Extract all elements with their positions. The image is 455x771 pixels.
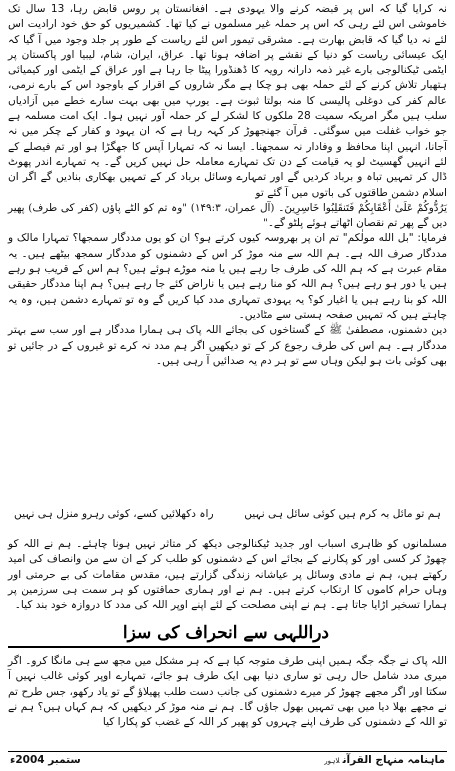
footer-city: لاہور (324, 757, 340, 765)
article-body-middle (8, 537, 447, 613)
magazine-title: ماہنامہ منہاج القرآن (342, 754, 445, 766)
section-heading-block (8, 618, 447, 652)
heading-underline (8, 646, 320, 648)
couplet-line-right: ہم تو مائل بہ کرم ہیں کوئی سائل ہی نہیں (244, 508, 441, 520)
quran-verse-paragraph: يَرُدُّوكُمْ عَلَىٰ أَعْقَابِكُمْ فَتَنقَلِبُوا خَاسِرِينَ۔ (آل عمران، ۱۴۹:۳) "وہ تم کو الٹے پاؤں (کفر کی طرف) پھیر دیں گے پھر تم نقصان اٹھاتے ہوئے پلٹو گے۔" (8, 201, 448, 230)
article-body-bottom (8, 654, 447, 730)
paragraph: نہ کرایا گیا کہ اس پر قبضہ کرنے والا یہودی ہے۔ افغانستان پر روس قابض رہا، 13 سال تک خاموشی اس لئے رہی کہ اس پر حملہ غیر مسلموں نے کیا تھا۔ کشمیریوں کو حق خود ارادیت اس لئے نہ دیا گیا کہ قابض بھارت ہے۔ مشرقی تیمور اس لئے ریاست کے طور پر جلد وجود میں آ گیا کہ ایک عیسائی ریاست کو دنیا کے نقشے پر اضافہ ہونا تھا۔ عراق، ایران، شام، لیبیا اور پاکستان پر ایٹمی ٹیکنالوجی بارے غیر ذمہ دارانہ رویہ کا ڈھنڈورا پیٹا جا رہا ہے اور عراق کے ایٹمی اور کیمیائی ہتھیار تلاش کرنے کے لئے حملہ بھی ہو چکا ہے مگر شاروں کے اقرار کے باوجود اس کے بارے نرمی، عالم کفر کی دوغلی پالیسی کا منہ بولتا ثبوت ہے۔ یورپ میں بھی بہت سارے خطے میں آزادیاں سلب ہیں مگر امریکہ سمیت 28 ملکوں کا لشکر لے کر حملہ آور نہیں ہوا۔ ایک امت مسلمہ ہے جو خواب غفلت میں سوگئی۔ قرآن جھنجھوڑ کر کہہ رہا ہے کہ ان یہود و کفار کے چکر میں نہ آجانا، انہیں اپنا محافظ و وفادار نہ سمجھنا۔ ایسا نہ کہ تمہارا آپس کا جھگڑا ہو اور تم فیصلے کے لئے انہیں گھسیٹ لو یہ قیامت کے دن تک تمہارے معاملہ حل نہیں کریں گے۔ یہ تمہارے اندر پھوٹ ڈال کر تمہیں تباہ و برباد کردیں گے اور تمہارے وسائل برباد کر کے تمہیں بھکاری بنادیں گے اگر ان اسلام دشمن طاقتوں کی باتوں میں آ گئے تو (8, 3, 447, 199)
paragraph: دین دشمنوں، مصطفیٰ ﷺ کے گستاخوں کی بجائے اللہ پاک ہی ہمارا مددگار ہے اور سب سے بہتر مددگار ہے۔ ہم اس کی طرف رجوع کر کے تو دیکھیں اگر ہم مدد نہ کرے تو غیروں کے در جائیں تو بھی کوئی بات ہو لیکن وہاں سے تو ہر دم یہ صدائیں آ رہی ہیں۔ (8, 324, 447, 367)
paragraph: مسلمانوں کو ظاہری اسباب اور جدید ٹیکنالوجی دیکھ کر متاثر نہیں ہونا چاہئے۔ ہم نے اللہ کو چھوڑ کر کسی اور کو پکارنے کے بجائے اس کے دشمنوں کو طلب کر کے ان سے من وانصاف کی امید رکھتے ہیں، ہم نے مادی وسائل پر عیاشانہ زندگی گزارتے ہیں، مقدس مقامات کی بے حرمتی اور وہاں حرام کاموں کا ارتکاب کرتے ہیں۔ ہم نے اور ہماری حماقتوں کو ہر سمت ہی سرزمین پر ہمارا تسخیر اڑایا جاتا ہے۔ ہم نے اپنی مصلحت کے لئے اپنے اوپر اللہ کی مدد کا دروازہ خود بند کیا۔ (8, 538, 447, 612)
section-heading: دراللہی سے انحراف کی سزا (122, 623, 329, 643)
article-body-top (8, 2, 447, 369)
paragraph: فرمایا: "بل الله مولٰكم" تم ان پر بھروسہ کیوں کرتے ہو؟ ان کو یوں مددگار سمجھا؟ تمہارا مالک و مددگار صرف اللہ ہے۔ ہم اللہ سے منہ موڑ کر اس کے دشمنوں کو مددگار سمجھ بیٹھے ہیں۔ یہ مقام عبرت ہے کہ ہم اللہ کی طرف جا رہے ہیں یا منہ موڑے ہوئے ہیں؟ ہم اس کے قریب ہو رہے ہیں یا دور ہو رہے ہیں؟ ہم اللہ کو منا رہے ہیں یا ناراض کئے جا رہے ہیں؟ ہم اپنا مددگار حقیقی اللہ کو بنا رہے ہیں یا اغیار کو؟ یہ یہودی تمہاری مدد کیا کریں گے وہ تو تمہارے دشمن ہیں، وہ یہ چاہتے ہیں کہ تمہیں صفحہ ہستی سے مٹادیں۔ (8, 232, 448, 321)
poetry-couplet (14, 507, 441, 522)
couplet-line-left: راہ دکھلائیں کسے، کوئی رہرو منزل ہی نہیں (14, 508, 214, 520)
page-footer (8, 751, 447, 770)
paragraph: اللہ پاک نے جگہ جگہ ہمیں اپنی طرف متوجہ کیا ہے کہ ہر مشکل میں مجھ سے ہی مانگا کرو۔ اگر میری مدد شامل حال رہی تو ساری دنیا بھی ایک طرف ہو جائے، تمہارے اوپر کوئی غالب نہیں آ سکتا اور اگر مجھے چھوڑ کر میرے دشمنوں کی جانب دست طلب پھیلاؤ گے تو یاد رکھو، جس طرح تم نے مجھے بھلا دیا میں بھی تمہیں بھول جاؤں گا۔ ہم نے منہ موڑ کر دیکھیں کہ ہم کہاں ہیں؟ ہم نے تو اللہ کے دشمنوں کی طرف اپنے چہروں کو پھیر کر اللہ کے غضب کو پکارا کیا (8, 655, 447, 729)
footer-magazine-name (324, 754, 445, 766)
footer-date: ستمبر 2004ء (10, 754, 81, 766)
